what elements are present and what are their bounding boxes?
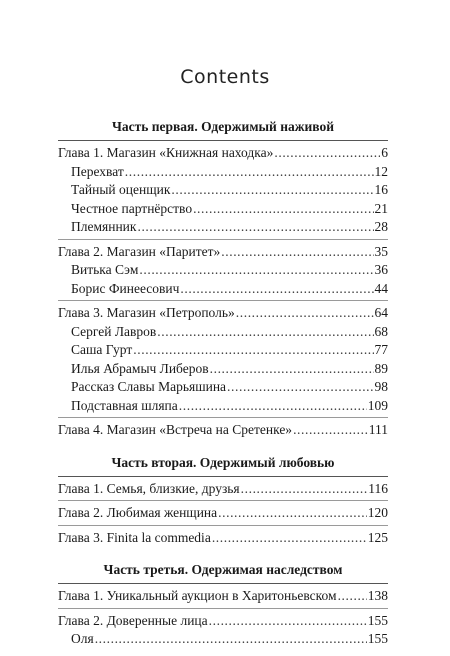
part-title: Часть первая. Одержимый наживой [58,118,388,141]
entry-title: Подставная шляпа [71,397,178,413]
entry-title: Глава 2. Магазин «Паритет» [58,243,221,259]
entry-title: Честное партнёрство [71,200,193,216]
entry-title: Глава 2. Любимая женщина [58,505,218,520]
toc-chapter [58,304,388,418]
dot-leader [209,612,367,631]
page-number: 155 [367,631,388,646]
entry-title: Глава 4. Магазин «Встреча на Сретенке» [58,422,293,437]
toc-chapter [58,421,388,442]
entry-title: Глава 3. Finita la commedia [58,529,211,545]
page-number: 35 [374,243,388,259]
dot-leader [179,397,367,416]
section-entry[interactable] [58,261,388,280]
toc-chapter [58,144,388,240]
chapter-entry[interactable] [58,243,388,262]
toc-part [58,454,388,550]
page-number: 89 [374,360,388,376]
part-title: Часть вторая. Одержимый любовью [58,454,388,477]
section-entry[interactable] [58,378,388,397]
entry-title: Глава 2. Доверенные лица [58,612,208,628]
entry-title: Борис Финеесович [71,280,180,296]
chapter-entry[interactable] [58,144,388,163]
section-entry[interactable] [58,200,388,219]
page-number: 21 [374,200,388,216]
dot-leader [133,341,373,360]
page-number: 138 [367,588,388,603]
page-number: 16 [374,182,388,197]
part-title: Часть третья. Одержимая наследством [58,561,388,584]
page-title: Contents [180,66,270,88]
dot-leader [274,144,380,163]
section-entry[interactable] [58,630,388,649]
dot-leader [221,243,373,262]
page-number: 111 [368,422,388,437]
dot-leader [293,421,368,440]
toc-part [58,118,388,442]
dot-leader [95,630,367,649]
page-number: 12 [374,163,388,179]
page-number: 68 [374,323,388,339]
chapter-entry[interactable] [58,612,388,631]
section-entry[interactable] [58,323,388,342]
chapter-entry[interactable] [58,304,388,323]
page-number: 109 [367,397,388,413]
entry-title: Глава 1. Семья, близкие, друзья [58,480,240,496]
page-number: 98 [374,379,388,394]
toc-chapter [58,529,388,550]
entry-title: Глава 3. Магазин «Петрополь» [58,305,235,320]
toc-chapter [58,587,388,609]
entry-title: Рассказ Славы Марьяшина [71,379,227,394]
toc-part [58,561,388,651]
dot-leader [210,360,374,379]
chapter-entry[interactable] [58,587,388,606]
page-number: 125 [367,529,388,545]
dot-leader [125,163,374,182]
section-entry[interactable] [58,360,388,379]
section-entry[interactable] [58,341,388,360]
entry-title: Племянник [71,219,137,234]
entry-title: Глава 1. Уникальный аукцион в Харитоньевском [58,588,337,603]
table-of-contents [58,118,388,651]
entry-title: Глава 1. Магазин «Книжная находка» [58,145,274,160]
dot-leader [180,280,373,299]
chapter-entry[interactable] [58,504,388,523]
page-number: 116 [368,480,388,496]
entry-title: Перехват [71,163,124,179]
entry-title: Оля [71,631,94,646]
dot-leader [193,200,373,219]
page-number: 28 [374,219,388,234]
dot-leader [212,529,367,548]
dot-leader [227,378,373,397]
page-number: 120 [367,505,388,520]
toc-chapter [58,504,388,526]
section-entry[interactable] [58,397,388,416]
page-number: 44 [374,280,388,296]
entry-title: Сергей Лавров [71,323,157,339]
entry-title: Илья Абрамыч Либеров [71,360,209,376]
toc-chapter [58,243,388,302]
chapter-entry[interactable] [58,480,388,499]
page-number: 77 [374,342,388,357]
chapter-entry[interactable] [58,529,388,548]
section-entry[interactable] [58,218,388,237]
page-number: 64 [374,305,388,320]
toc-chapter [58,612,388,651]
dot-leader [137,218,373,237]
dot-leader [241,480,368,499]
dot-leader [338,587,367,606]
toc-chapter [58,480,388,502]
section-entry[interactable] [58,280,388,299]
dot-leader [171,181,373,200]
entry-title: Витька Сэм [71,262,139,277]
dot-leader [236,304,374,323]
entry-title: Саша Гурт [71,342,133,357]
page-number: 36 [374,262,388,277]
dot-leader [139,261,373,280]
section-entry[interactable] [58,181,388,200]
page-number: 155 [367,612,388,628]
dot-leader [218,504,367,523]
dot-leader [157,323,373,342]
section-entry[interactable] [58,163,388,182]
page-number: 6 [381,145,388,160]
chapter-entry[interactable] [58,421,388,440]
entry-title: Тайный оценщик [71,182,171,197]
